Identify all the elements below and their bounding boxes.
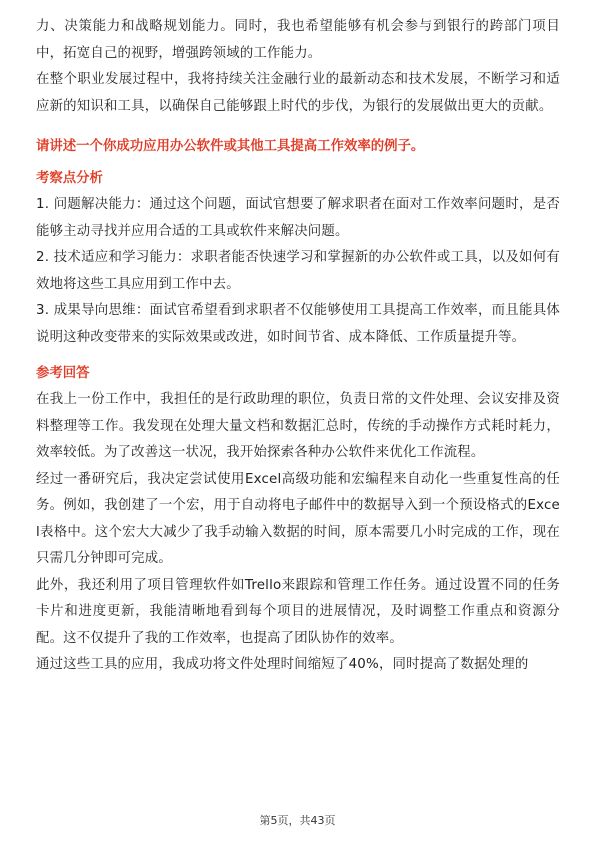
analysis-item-1: 1. 问题解决能力：通过这个问题，面试官想要了解求职者在面对工作效率问题时，是否能够主动寻找并应用合适的工具或软件来解决问题。 <box>36 197 560 239</box>
analysis-item-2: 2. 技术适应和学习能力：求职者能否快速学习和掌握新的办公软件或工具，以及如何有效地将这些工具应用到工作中去。 <box>36 250 560 292</box>
answer-paragraph-1: 在我上一份工作中，我担任的是行政助理的职位，负责日常的文件处理、会议安排及资料整理等工作。我发现在处理大量文档和数据汇总时，传统的手动操作方式耗时耗力，效率较低。为了改善这一状况，我开始探索各种办公软件来优化工作流程。 <box>36 392 560 460</box>
analysis-heading: 考察点分析 <box>36 171 103 186</box>
analysis-item-3: 3. 成果导向思维：面试官希望看到求职者不仅能够使用工具提高工作效率，而且能具体说明这种改变带来的实际效果或改进，如时间节省、成本降低、工作质量提升等。 <box>36 303 560 345</box>
intro-paragraph-2: 在整个职业发展过程中，我将持续关注金融行业的最新动态和技术发展，不断学习和适应新的知识和工具，以确保自己能够跟上时代的步伐，为银行的发展做出更大的贡献。 <box>36 72 560 114</box>
answer-paragraph-3: 此外，我还利用了项目管理软件如Trello来跟踪和管理工作任务。通过设置不同的任务卡片和进度更新，我能清晰地看到每个项目的进展情况，及时调整工作重点和资源分配。这不仅提升了我的工作效率，也提高了团队协作的效率。 <box>36 577 560 646</box>
document-body <box>36 14 560 679</box>
answer-paragraph-4: 通过这些工具的应用，我成功将文件处理时间缩短了40%，同时提高了数据处理的 <box>36 657 529 672</box>
page-number-footer: 第5页，共43页 <box>259 814 336 827</box>
answer-heading: 参考回答 <box>36 366 90 381</box>
answer-paragraph-2: 经过一番研究后，我决定尝试使用Excel高级功能和宏编程来自动化一些重复性高的任务。例如，我创建了一个宏，用于自动将电子邮件中的数据导入到一个预设格式的Excel表格中。这个宏大大减少了我手动输入数据的时间，原本需要几小时完成的工作，现在只需几分钟即可完成。 <box>36 471 560 566</box>
interview-question: 请讲述一个你成功应用办公软件或其他工具提高工作效率的例子。 <box>36 139 425 154</box>
intro-paragraph-1: 力、决策能力和战略规划能力。同时，我也希望能够有机会参与到银行的跨部门项目中，拓宽自己的视野，增强跨领域的工作能力。 <box>36 19 560 61</box>
